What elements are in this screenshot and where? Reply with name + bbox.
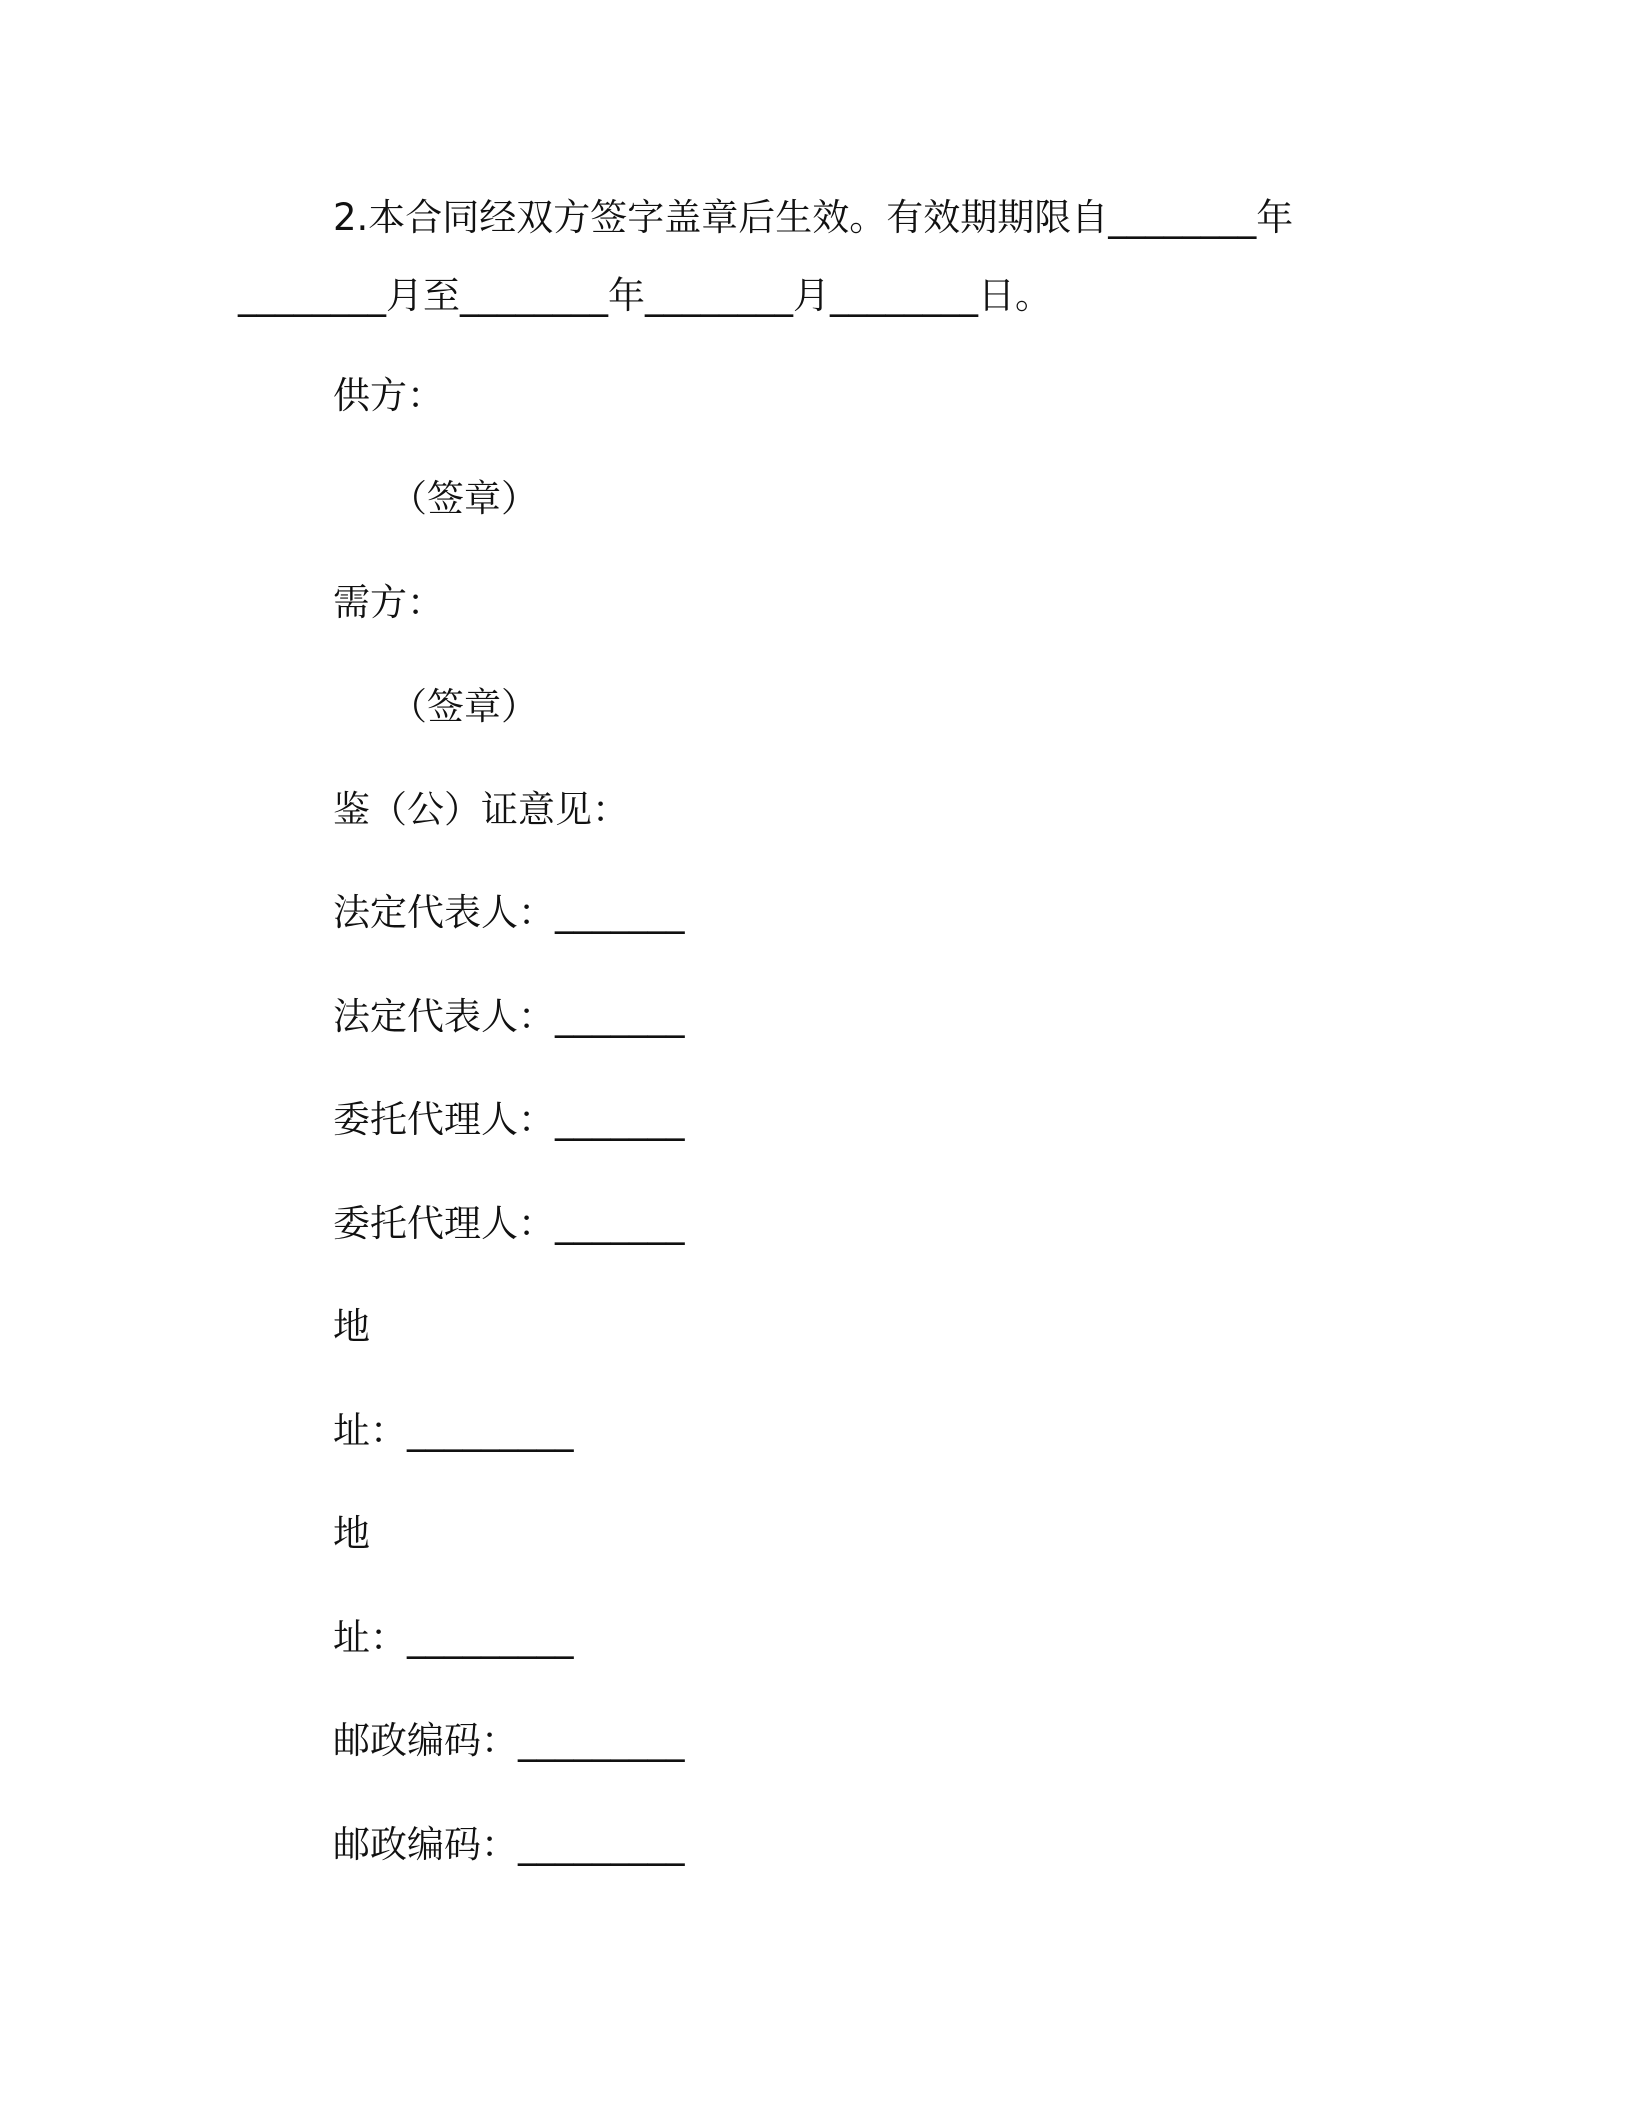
postal-code-2: 邮政编码：_________ [333, 1823, 685, 1866]
agent-1: 委托代理人：_______ [333, 1098, 685, 1141]
legal-rep-2: 法定代表人：_______ [333, 995, 685, 1038]
legal-rep-1: 法定代表人：_______ [333, 891, 685, 934]
buyer-label: 需方： [333, 581, 444, 624]
address-1-part2: 址：_________ [333, 1409, 574, 1452]
agent-2: 委托代理人：_______ [333, 1202, 685, 1245]
address-1-part1: 地 [333, 1305, 370, 1348]
notary-opinion: 鉴（公）证意见： [333, 788, 629, 831]
buyer-seal: （签章） [390, 685, 538, 728]
clause-line-2: ________月至________年________月________日。 [238, 274, 1052, 317]
postal-code-1: 邮政编码：_________ [333, 1719, 685, 1762]
supplier-label: 供方： [333, 374, 444, 417]
address-2-part2: 址：_________ [333, 1616, 574, 1659]
clause-line-1: 2.本合同经双方签字盖章后生效。有效期期限自________年 [333, 196, 1294, 239]
address-2-part1: 地 [333, 1512, 370, 1555]
supplier-seal: （签章） [390, 477, 538, 520]
